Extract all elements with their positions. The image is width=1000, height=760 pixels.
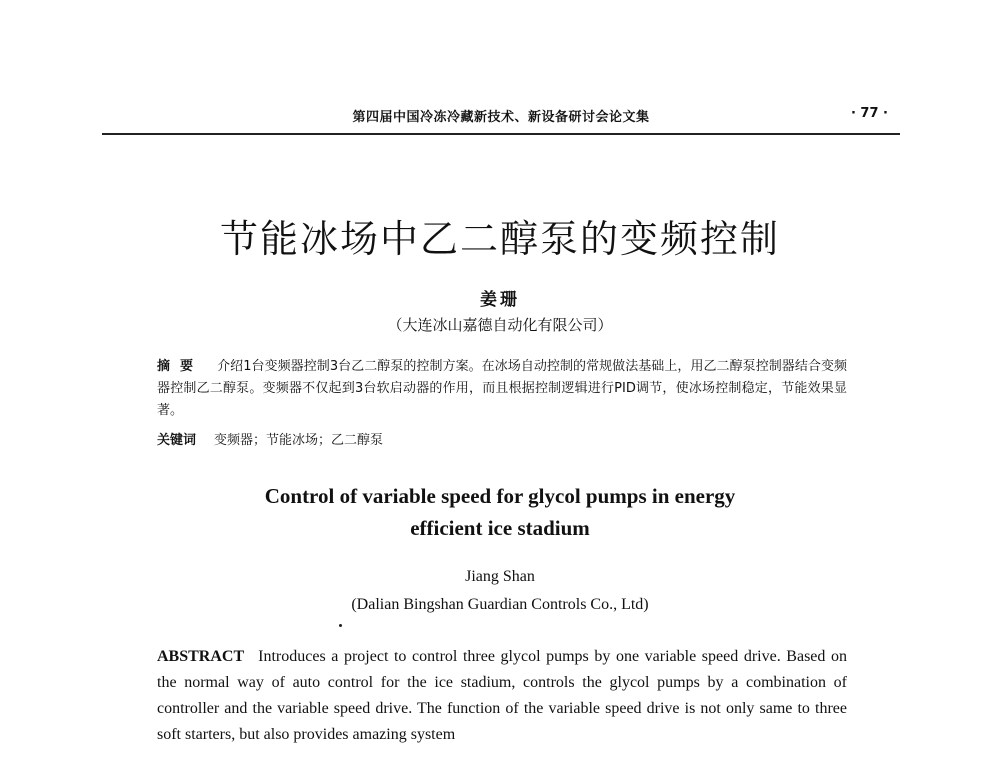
english-author: Jiang Shan [465, 568, 535, 585]
chinese-affiliation: （大连冰山嘉德自动化有限公司） [387, 316, 613, 334]
page-number: · 77 · [850, 106, 888, 121]
chinese-keywords-text: 变频器；节能冰场；乙二醇泵 [214, 433, 384, 448]
english-abstract-text: Introduces a project to control three glycol pumps by one variable speed drive. Based on the normal way of auto control for the ice stadium, controls the glycol pumps by a combination of controller and the variable speed drive. The function of the variable speed drive is not only same to three soft starters, but also provides amazing system [157, 648, 847, 743]
bullet-dot [339, 624, 342, 627]
chinese-keywords [157, 430, 847, 452]
english-title [0, 480, 1000, 544]
header-rule [102, 133, 900, 135]
english-affiliation: (Dalian Bingshan Guardian Controls Co., Ltd) [351, 596, 649, 613]
chinese-title: 节能冰场中乙二醇泵的变频控制 [219, 217, 780, 261]
running-header [102, 106, 900, 130]
chinese-keywords-label: 关键词 [157, 433, 197, 448]
english-title-line1: Control of variable speed for glycol pumps in energy [264, 484, 736, 508]
chinese-abstract-text: 介绍1台变频器控制3台乙二醇泵的控制方案。在冰场自动控制的常规做法基础上，用乙二醇泵控制器结合变频器控制乙二醇泵。变频器不仅起到3台软启动器的作用，而且根据控制逻辑进行PID调节，使冰场控制稳定，节能效果显著。 [157, 359, 847, 418]
english-title-line2: efficient ice stadium [410, 516, 590, 540]
english-abstract [157, 644, 847, 748]
chinese-author: 姜珊 [480, 290, 520, 310]
journal-title: 第四届中国冷冻冷藏新技术、新设备研讨会论文集 [352, 110, 650, 125]
chinese-abstract-label: 摘要 [157, 359, 204, 374]
english-abstract-label: ABSTRACT [157, 648, 245, 665]
chinese-abstract [157, 356, 847, 422]
